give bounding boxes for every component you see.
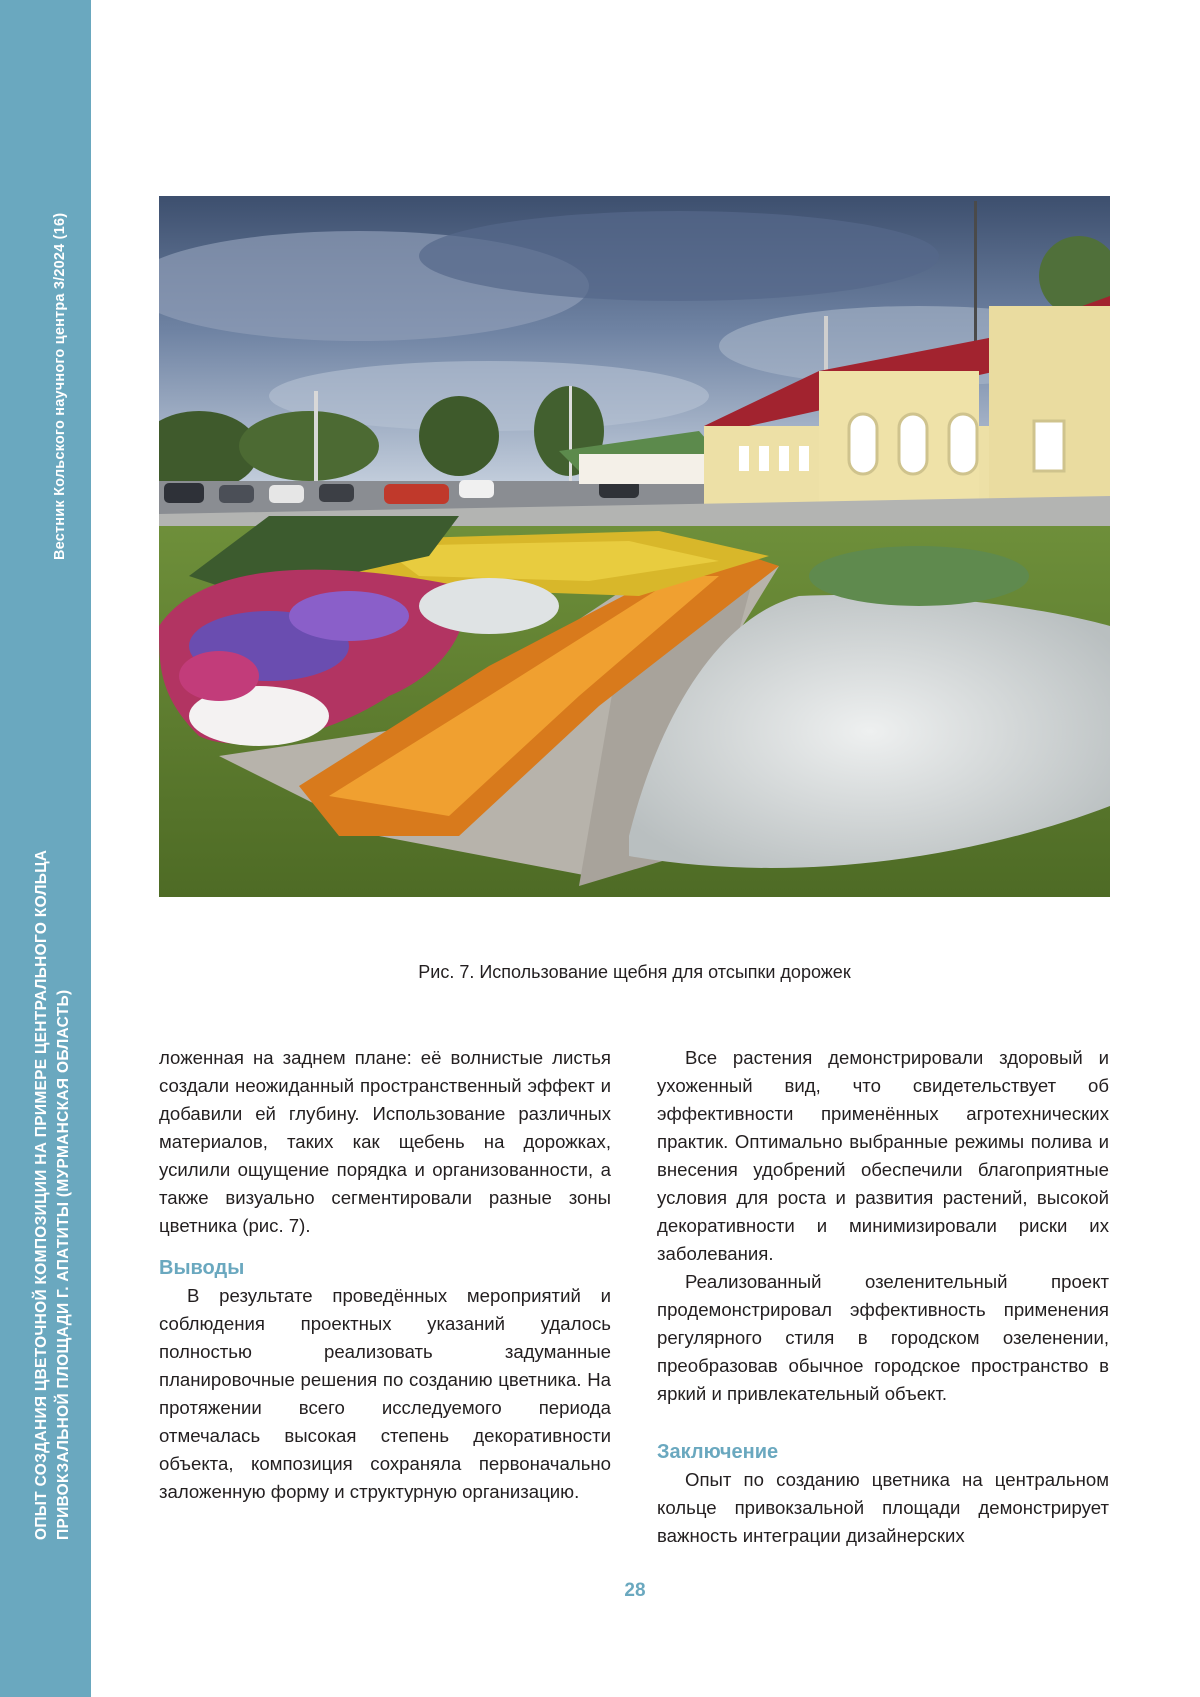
- figure-caption: Рис. 7. Использование щебня для отсыпки дорожек: [418, 962, 851, 982]
- figure-photo-flowerbed: [159, 196, 1110, 897]
- section-heading-conclusions: Выводы: [159, 1257, 245, 1279]
- journal-title: Вестник Кольского научного центра 3/2024 (16): [52, 212, 68, 560]
- page-number: 28: [624, 1580, 646, 1601]
- right-column: [657, 1044, 1109, 1550]
- article-title-line-1: ОПЫТ СОЗДАНИЯ ЦВЕТОЧНОЙ КОМПОЗИЦИИ НА ПРИМЕРЕ ЦЕНТРАЛЬНОГО КОЛЬЦА: [33, 849, 50, 1540]
- paragraph: Реализованный озеленительный проект продемонстрировал эффективность применения регулярного стиля в городском озеленении, преобразовав обычное городское пространство в яркий и привлекательный объект.: [657, 1271, 1109, 1404]
- article-title-line-2: ПРИВОКЗАЛЬНОЙ ПЛОЩАДИ Г. АПАТИТЫ (МУРМАНСКАЯ ОБЛАСТЬ): [55, 989, 72, 1540]
- paragraph: В результате проведённых мероприятий и соблюдения проектных указаний удалось полностью реализовать задуманные планировочные решения по созданию цветника. На протяжении всего исследуемого периода отмечалась высокая степень декоративности объекта, композиция сохраняла первоначально заложенную форму и структурную организацию.: [159, 1285, 611, 1502]
- sidebar: [0, 0, 91, 1697]
- section-heading-conclusion: Заключение: [657, 1441, 779, 1463]
- paragraph: Все растения демонстрировали здоровый и ухоженный вид, что свидетельствует об эффективности применённых агротехнических практик. Оптимально выбранные режимы полива и внесения удобрений обеспечили благоприятные условия для роста и развития растений, высокой декоративности и минимизировали риски их заболевания.: [657, 1047, 1109, 1264]
- left-column: [159, 1044, 611, 1506]
- paragraph: Опыт по созданию цветника на центральном кольце привокзальной площади демонстрирует важность интеграции дизайнерских: [657, 1469, 1109, 1546]
- paragraph: ложенная на заднем плане: её волнистые листья создали неожиданный пространственный эффект и добавили ей глубину. Использование различных материалов, таких как щебень на дорожках, усилили ощущение порядка и организованности, а также визуально сегментировали разные зоны цветника (рис. 7).: [159, 1047, 611, 1236]
